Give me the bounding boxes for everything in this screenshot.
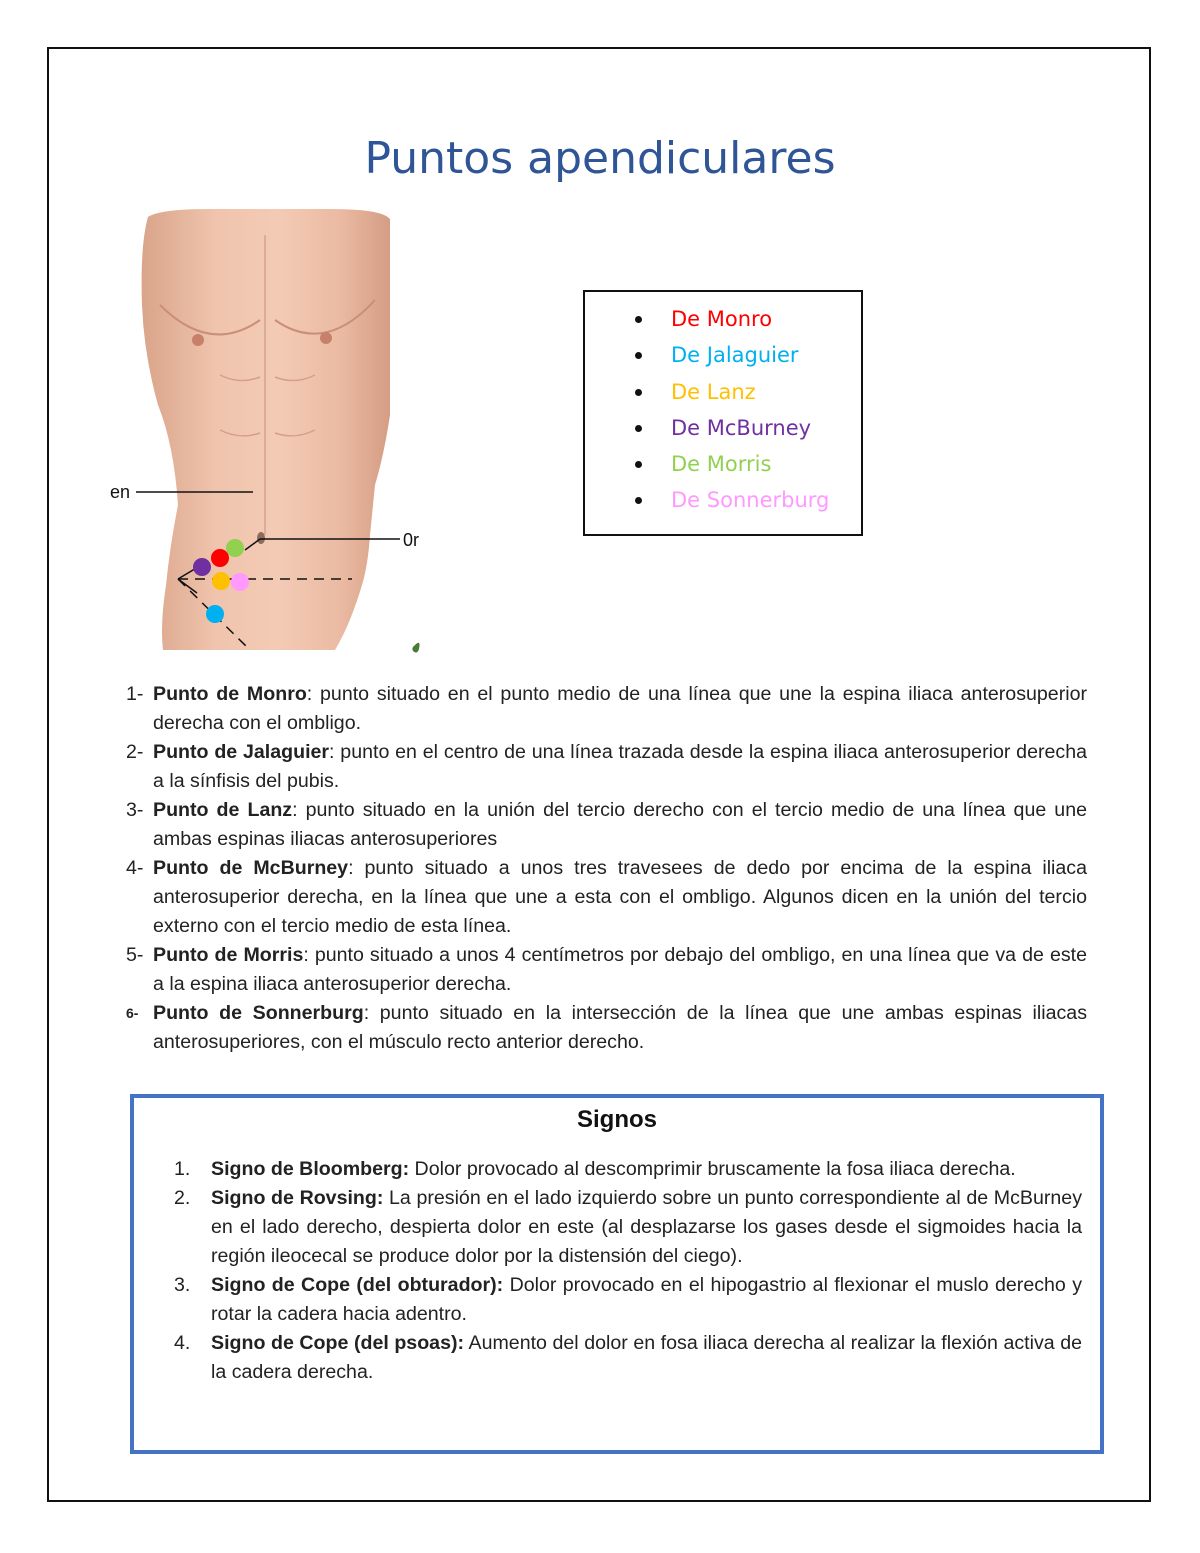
signs-list bbox=[174, 1155, 1082, 1387]
item-number: 2. bbox=[174, 1187, 191, 1209]
item-text: : punto situado a unos tres travesees de dedo por encima de la espina iliaca anterosuperior derecha, en la línea que une a esta con el ombligo. Algunos dicen en la unión del tercio externo con el tercio medio de esta línea. bbox=[153, 857, 1087, 937]
list-item bbox=[174, 1155, 1082, 1184]
bullet-icon bbox=[635, 316, 642, 323]
bullet-icon bbox=[635, 461, 642, 468]
navel bbox=[257, 532, 265, 544]
signs-heading: Signos bbox=[576, 1106, 657, 1133]
item-text: La presión en el lado izquierdo sobre un punto correspondiente al de McBurney en el lado derecho, despierta dolor en este (al desplazarse los gases desde el sigmoides hacia la región ileocecal se produce dolor por la distensión del ciego). bbox=[211, 1187, 1082, 1267]
legend-item-monro bbox=[585, 304, 861, 340]
point-morris bbox=[226, 539, 244, 557]
list-item bbox=[120, 854, 1087, 941]
item-term: Signo de Bloomberg: bbox=[211, 1158, 410, 1180]
list-item bbox=[174, 1184, 1082, 1271]
legend-list bbox=[585, 292, 861, 522]
legend-item-lanz bbox=[585, 377, 861, 413]
legend-label: De Sonnerburg bbox=[671, 488, 830, 513]
item-text: : punto situado en el punto medio de una línea que une la espina iliaca anterosuperior derecha con el ombligo. bbox=[153, 683, 1087, 734]
item-term: Punto de Lanz bbox=[153, 799, 293, 821]
right-nipple bbox=[320, 332, 332, 344]
item-term: Signo de Cope (del obturador): bbox=[211, 1274, 504, 1296]
item-number: 1. bbox=[174, 1158, 191, 1180]
list-item bbox=[174, 1329, 1082, 1387]
points-list bbox=[120, 680, 1087, 1057]
bullet-icon bbox=[635, 389, 642, 396]
item-text: Dolor provocado en el hipogastrio al flexionar el muslo derecho y rotar la cadera hacia adentro. bbox=[211, 1274, 1082, 1325]
list-item bbox=[120, 796, 1087, 854]
item-number: 1- bbox=[126, 683, 144, 705]
legend-box bbox=[583, 290, 863, 536]
item-text: : punto situado a unos 4 centímetros por debajo del ombligo, en una línea que va de este a la espina iliaca anterosuperior derecha. bbox=[153, 944, 1087, 995]
legend-label: De Morris bbox=[671, 452, 772, 477]
legend-label: De McBurney bbox=[671, 415, 812, 440]
item-text: : punto situado en la unión del tercio derecho con el tercio medio de una línea que une ambas espinas iliacas anterosuperiores bbox=[153, 799, 1087, 850]
abdomen-illustration bbox=[100, 205, 440, 665]
legend-label: De Jalaguier bbox=[671, 343, 799, 368]
label-left: en bbox=[110, 482, 131, 502]
label-right: 0r bbox=[403, 530, 420, 550]
list-item bbox=[174, 1271, 1082, 1329]
item-number: 3- bbox=[126, 799, 144, 821]
legend-item-sonnerburg bbox=[585, 485, 861, 521]
item-number: 6- bbox=[126, 1005, 139, 1021]
item-text: Aumento del dolor en fosa iliaca derecha al realizar la flexión activa de la cadera derecha. bbox=[211, 1332, 1083, 1383]
point-sonnerburg bbox=[231, 573, 249, 591]
item-number: 4- bbox=[126, 857, 144, 879]
point-mcburney bbox=[193, 558, 211, 576]
decorative-leaf-icon bbox=[412, 643, 419, 653]
item-text: Dolor provocado al descomprimir bruscamente la fosa iliaca derecha. bbox=[409, 1158, 1016, 1180]
item-text: : punto situado en la intersección de la línea que une ambas espinas iliacas anterosuperiores, con el músculo recto anterior derecho. bbox=[153, 1002, 1088, 1053]
item-term: Punto de Jalaguier bbox=[153, 741, 330, 763]
list-item bbox=[120, 738, 1087, 796]
bullet-icon bbox=[635, 425, 642, 432]
item-number: 4. bbox=[174, 1332, 191, 1354]
legend-item-mcburney bbox=[585, 413, 861, 449]
page-title: Puntos apendiculares bbox=[364, 133, 836, 184]
legend-label: De Monro bbox=[671, 307, 773, 331]
torso-shape bbox=[142, 209, 390, 650]
item-term: Signo de Cope (del psoas): bbox=[211, 1332, 465, 1354]
bullet-icon bbox=[635, 497, 642, 504]
item-term: Punto de Sonnerburg bbox=[153, 1002, 364, 1024]
point-jalaguier bbox=[206, 605, 224, 623]
item-term: Signo de Rovsing: bbox=[211, 1187, 384, 1209]
item-number: 2- bbox=[126, 741, 144, 763]
item-number: 3. bbox=[174, 1274, 191, 1296]
item-text: : punto en el centro de una línea trazada desde la espina iliaca anterosuperior derecha a la sínfisis del pubis. bbox=[153, 741, 1087, 792]
legend-item-morris bbox=[585, 449, 861, 485]
point-monro bbox=[211, 549, 229, 567]
legend-item-jalaguier bbox=[585, 340, 861, 376]
signs-box bbox=[130, 1094, 1104, 1454]
item-term: Punto de Monro bbox=[153, 683, 307, 705]
list-item bbox=[120, 941, 1087, 999]
point-lanz bbox=[212, 572, 230, 590]
item-term: Punto de McBurney bbox=[153, 857, 349, 879]
item-term: Punto de Morris bbox=[153, 944, 304, 966]
legend-label: De Lanz bbox=[671, 379, 756, 404]
list-item bbox=[120, 999, 1087, 1057]
left-nipple bbox=[192, 334, 204, 346]
list-item bbox=[120, 680, 1087, 738]
bullet-icon bbox=[635, 352, 642, 359]
item-number: 5- bbox=[126, 944, 144, 966]
